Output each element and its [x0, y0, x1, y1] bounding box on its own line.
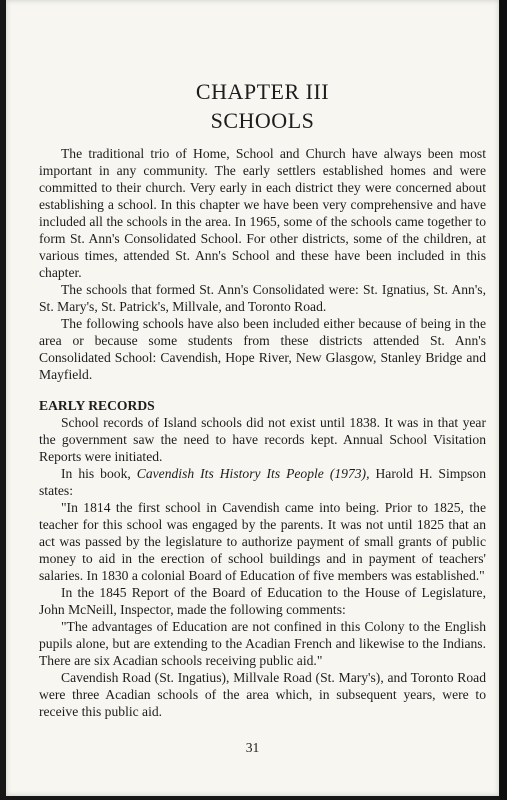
- page-content: [39, 78, 486, 720]
- early-records-paragraph-4: Cavendish Road (St. Ingatius), Millvale Road (St. Mary's), and Toronto Road were three Acadian schools of the area which, in subsequent years, were to receive this public aid.: [39, 670, 486, 719]
- page-edge-shadow: [500, 0, 507, 800]
- para2-lead-text: In his book,: [61, 466, 137, 481]
- intro-paragraph-1: The traditional trio of Home, School and Church have always been most important in any community. The early settlers established homes and were committed to their church. Very early in each district they were concerned about establishing a school. In this chapter we have been very comprehensive and have included all the schools in the area. In 1965, some of the schools came together to form St. Ann's Consolidated School. For other districts, some of the children, at various times, attended St. Ann's School and these have been included in this chapter.: [39, 146, 486, 280]
- early-records-paragraph-3: In the 1845 Report of the Board of Education to the House of Legislature, John McNeill, Inspector, made the following comments:: [39, 585, 486, 617]
- chapter-subtitle: SCHOOLS: [210, 108, 315, 133]
- mcneill-quote: "The advantages of Education are not confined in this Colony to the English pupils alone, but are extending to the Acadian French and likewise to the Indians. There are six Acadian schools receiving public aid.": [39, 619, 486, 668]
- chapter-title: CHAPTER III: [195, 79, 330, 104]
- early-records-paragraph-1: School records of Island schools did not exist until 1838. It was in that year the government saw the need to have records kept. Annual School Visitation Reports were initiated.: [39, 415, 486, 464]
- intro-paragraph-3: The following schools have also been included either because of being in the area or because some students from these districts attended St. Ann's Consolidated School: Cavendish, Hope River, New Glasgow, Stanley Bridge and Mayfield.: [39, 316, 486, 382]
- para2-trailing-text: Harold H. Simpson states:: [39, 466, 487, 498]
- early-records-paragraph-2: [39, 465, 486, 499]
- simpson-quote: "In 1814 the first school in Cavendish came into being. Prior to 1825, the teacher for this school was engaged by the parents. It was not until 1825 that an act was passed by the legislature to authorize payment of small grants of public money to aid in the erection of school buildings and in payment of teachers' salaries. In 1830 a colonial Board of Education of five members was established.": [39, 500, 486, 583]
- book-title: Cavendish Its History Its People (1973),: [136, 466, 370, 481]
- section-heading-early-records: EARLY RECORDS: [39, 398, 155, 413]
- page-number: 31: [245, 740, 260, 755]
- book-page: [6, 0, 499, 796]
- intro-paragraph-2: The schools that formed St. Ann's Consolidated were: St. Ignatius, St. Ann's, St. Mary's, St. Patrick's, Millvale, and Toronto Road.: [39, 282, 486, 314]
